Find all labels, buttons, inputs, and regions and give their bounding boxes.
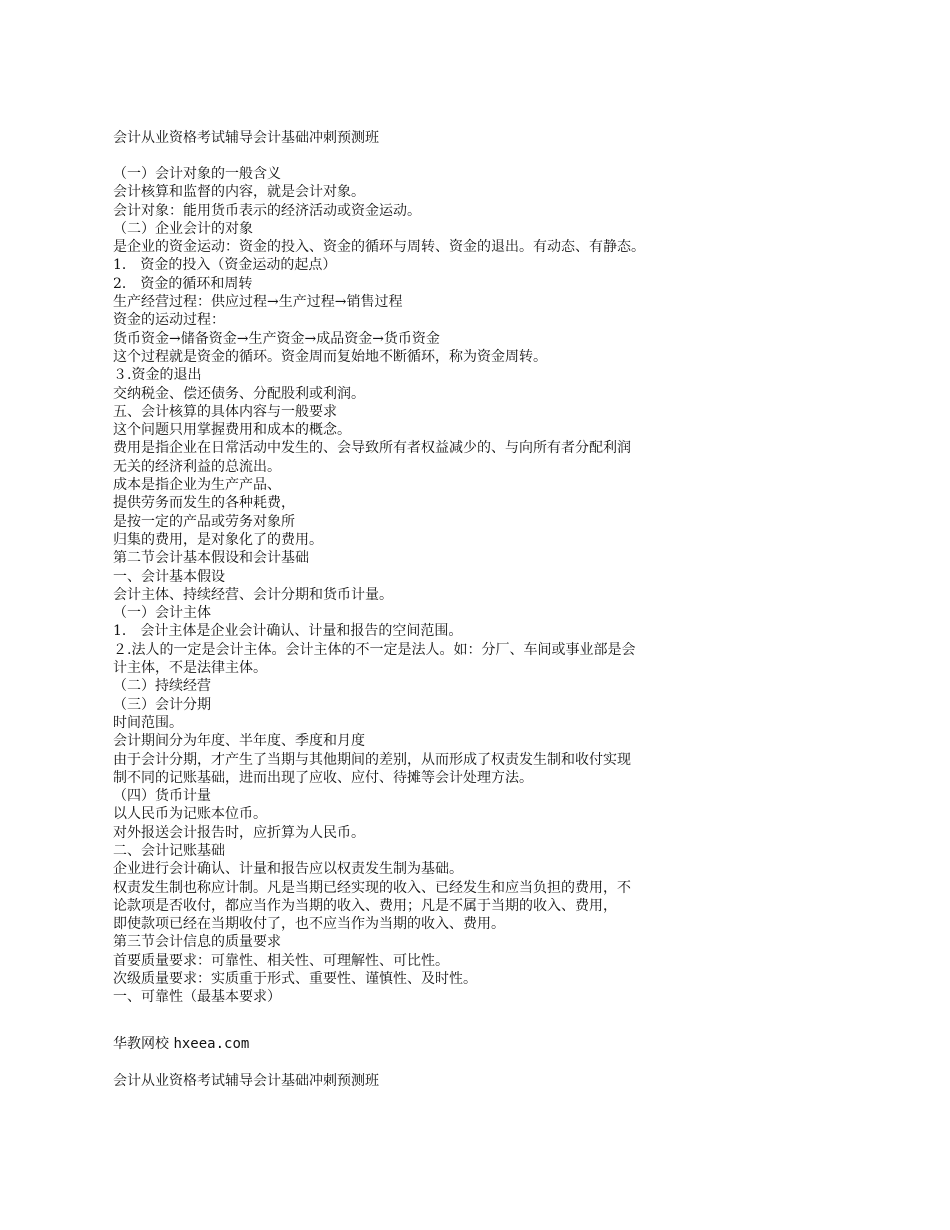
text-line: 1． 资金的投入（资金运动的起点） — [113, 257, 337, 274]
text-line: 对外报送会计报告时，应折算为人民币。 — [113, 824, 365, 841]
text-line: 即使款项已经在当期收付了，也不应当作为当期的收入、费用。 — [113, 916, 505, 933]
text-line: 会计核算和监督的内容，就是会计对象。 — [113, 184, 365, 201]
text-line: 会计主体、持续经营、会计分期和货币计量。 — [113, 586, 393, 603]
text-line: 论款项是否收付，都应当作为当期的收入、费用；凡是不属于当期的收入、费用， — [113, 897, 617, 914]
text-line: 1． 会计主体是企业会计确认、计量和报告的空间范围。 — [113, 623, 463, 640]
text-line: 会计对象：能用货币表示的经济活动或资金运动。 — [113, 202, 421, 219]
text-line: 企业进行会计确认、计量和报告应以权责发生制为基础。 — [113, 861, 463, 878]
text-line: （一）会计主体 — [113, 605, 211, 622]
text-line: 这个问题只用掌握费用和成本的概念。 — [113, 422, 351, 439]
text-line: ３.资金的退出 — [113, 367, 202, 384]
text-line: 时间范围。 — [113, 714, 183, 731]
text-line: 五、会计核算的具体内容与一般要求 — [113, 403, 337, 420]
text-line: 计主体，不是法律主体。 — [113, 660, 267, 677]
document-body — [113, 165, 853, 1007]
text-line: 货币资金→储备资金→生产资金→成品资金→货币资金 — [113, 330, 440, 347]
text-line: 一、会计基本假设 — [113, 568, 225, 585]
text-line: 交纳税金、偿还债务、分配股利或利润。 — [113, 385, 365, 402]
text-line: 生产经营过程：供应过程→生产过程→销售过程 — [113, 294, 403, 311]
text-line: 制不同的记账基础，进而出现了应收、应付、待摊等会计处理方法。 — [113, 769, 533, 786]
text-line: 成本是指企业为生产产品、 — [113, 477, 281, 494]
text-line: 这个过程就是资金的循环。资金周而复始地不断循环，称为资金周转。 — [113, 348, 547, 365]
text-line: 权责发生制也称应计制。凡是当期已经实现的收入、已经发生和应当负担的费用，不 — [113, 879, 631, 896]
text-line: 第三节会计信息的质量要求 — [113, 934, 281, 951]
footer-brand-name: 华教网校 — [113, 1036, 169, 1052]
text-line: 次级质量要求：实质重于形式、重要性、谨慎性、及时性。 — [113, 971, 477, 988]
text-line: （二）企业会计的对象 — [113, 220, 253, 237]
page-header-title: 会计从业资格考试辅导会计基础冲刺预测班 — [113, 130, 379, 146]
text-line: （三）会计分期 — [113, 696, 211, 713]
text-line: 无关的经济利益的总流出。 — [113, 458, 281, 475]
text-line: 提供劳务而发生的各种耗费， — [113, 495, 295, 512]
page-footer-title: 会计从业资格考试辅导会计基础冲刺预测班 — [113, 1073, 379, 1089]
text-line: （二）持续经营 — [113, 678, 211, 695]
footer-brand-url: hxeea.com — [173, 1036, 250, 1052]
text-line: 是按一定的产品或劳务对象所 — [113, 513, 295, 530]
text-line: 由于会计分期，才产生了当期与其他期间的差别，从而形成了权责发生制和收付实现 — [113, 751, 631, 768]
text-line: 会计期间分为年度、半年度、季度和月度 — [113, 733, 365, 750]
text-line: 二、会计记账基础 — [113, 842, 225, 859]
text-line: 一、可靠性（最基本要求） — [113, 989, 281, 1006]
text-line: ２.法人的一定是会计主体。会计主体的不一定是法人。如：分厂、车间或事业部是会 — [113, 641, 636, 658]
text-line: 第二节会计基本假设和会计基础 — [113, 550, 309, 567]
footer-brand — [113, 1035, 249, 1053]
text-line: 是企业的资金运动：资金的投入、资金的循环与周转、资金的退出。有动态、有静态。 — [113, 239, 645, 256]
text-line: （四）货币计量 — [113, 788, 211, 805]
text-line: 归集的费用，是对象化了的费用。 — [113, 531, 323, 548]
text-line: 首要质量要求：可靠性、相关性、可理解性、可比性。 — [113, 952, 449, 969]
text-line: 资金的运动过程： — [113, 312, 225, 329]
text-line: 2． 资金的循环和周转 — [113, 275, 253, 292]
text-line: （一）会计对象的一般含义 — [113, 166, 281, 182]
text-line: 以人民币为记账本位币。 — [113, 806, 267, 823]
text-line: 费用是指企业在日常活动中发生的、会导致所有者权益减少的、与向所有者分配利润 — [113, 440, 631, 457]
